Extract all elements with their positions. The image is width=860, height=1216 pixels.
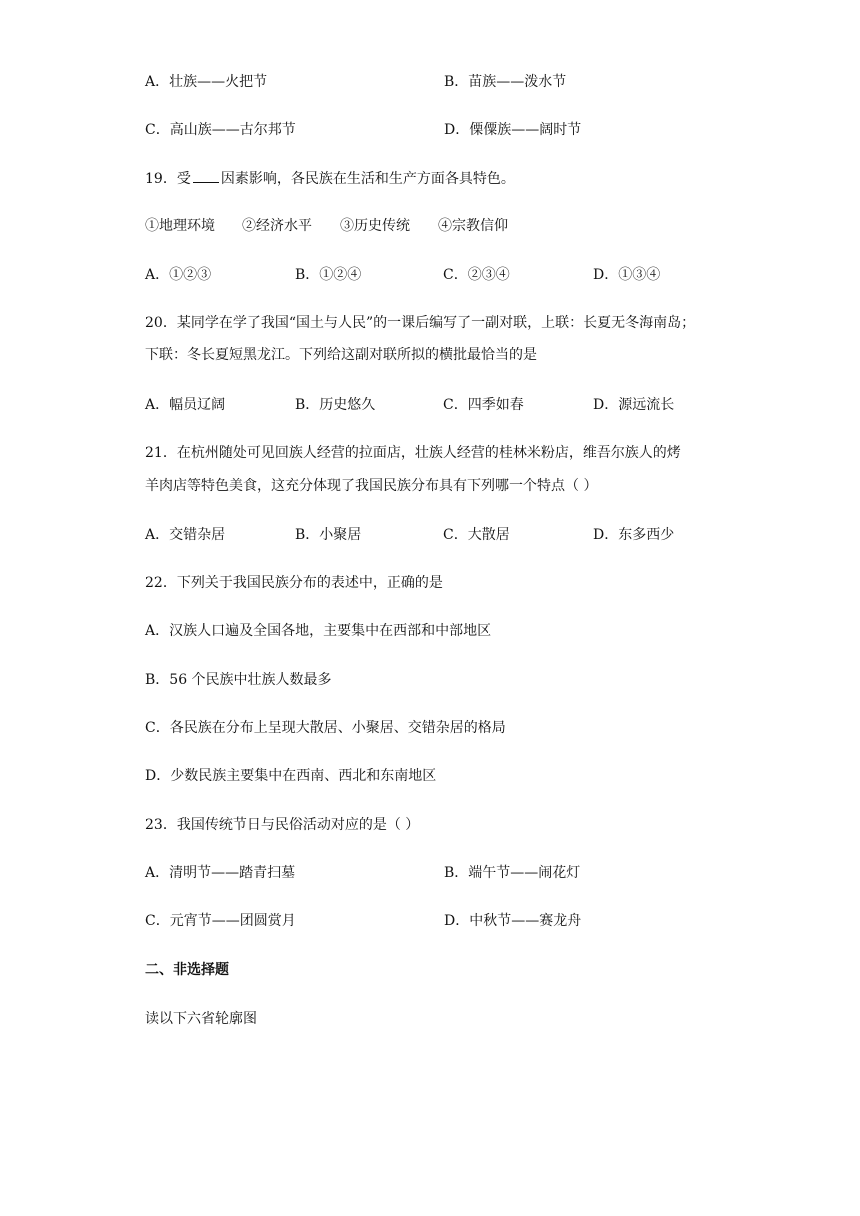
q19-item-2: ②经济水平 xyxy=(242,218,312,234)
q19-item-3: ③历史传统 xyxy=(340,218,410,234)
q20-option-b: B．历史悠久 xyxy=(295,397,376,413)
q19-stem xyxy=(145,168,515,189)
q22-option-a: A．汉族人口遍及全国各地，主要集中在西部和中部地区 xyxy=(145,623,492,639)
q22-option-d: D．少数民族主要集中在西南、西北和东南地区 xyxy=(145,768,437,784)
q19-item-4: ④宗教信仰 xyxy=(438,218,508,234)
q19-blank xyxy=(193,168,219,183)
q18-option-b: B．苗族——泼水节 xyxy=(444,74,567,90)
q21-stem-line2: 羊肉店等特色美食，这充分体现了我国民族分布具有下列哪一个特点（ ） xyxy=(145,478,598,494)
q21-option-a: A．交错杂居 xyxy=(145,527,226,543)
q19-item-1: ①地理环境 xyxy=(145,218,215,234)
q19-option-a: A．①②③ xyxy=(145,267,212,283)
q19-option-b: B．①②④ xyxy=(295,267,362,283)
q23-stem: 23．我国传统节日与民俗活动对应的是（ ） xyxy=(145,817,420,833)
q20-stem-line2: 下联：冬长夏短黑龙江。下列给这副对联所拟的横批最恰当的是 xyxy=(145,347,537,363)
q21-option-b: B．小聚居 xyxy=(295,527,362,543)
q23-option-b: B．端午节——闹花灯 xyxy=(444,865,581,881)
section-intro: 读以下六省轮廓图 xyxy=(145,1011,257,1027)
q19-option-d: D．①③④ xyxy=(593,267,661,283)
q19-option-c: C．②③④ xyxy=(443,267,510,283)
section-heading: 二、非选择题 xyxy=(145,962,229,978)
q20-option-c: C．四季如春 xyxy=(443,397,524,413)
q22-option-c: C．各民族在分布上呈现大散居、小聚居、交错杂居的格局 xyxy=(145,720,506,736)
q22-stem: 22．下列关于我国民族分布的表述中，正确的是 xyxy=(145,575,443,591)
q18-option-d: D．傈僳族——阔时节 xyxy=(444,122,582,138)
q20-option-a: A．幅员辽阔 xyxy=(145,397,226,413)
q23-option-c: C．元宵节——团圆赏月 xyxy=(145,913,296,929)
q22-option-b: B．56 个民族中壮族人数最多 xyxy=(145,672,332,688)
q20-stem-line1: 20．某同学在学了我国“国土与人民”的一课后编写了一副对联，上联：长夏无冬海南岛； xyxy=(145,315,696,331)
q18-option-c: C．高山族——古尔邦节 xyxy=(145,122,296,138)
q20-option-d: D．源远流长 xyxy=(593,397,675,413)
q21-option-c: C．大散居 xyxy=(443,527,510,543)
q23-option-a: A．清明节——踏青扫墓 xyxy=(145,865,296,881)
q21-option-d: D．东多西少 xyxy=(593,527,675,543)
q23-option-d: D．中秋节——赛龙舟 xyxy=(444,913,582,929)
q19-stem-before: 19．受 xyxy=(145,171,191,187)
q21-stem-line1: 21．在杭州随处可见回族人经营的拉面店，壮族人经营的桂林米粉店，维吾尔族人的烤 xyxy=(145,445,681,461)
q19-stem-after: 因素影响，各民族在生活和生产方面各具特色。 xyxy=(220,171,515,187)
q18-option-a: A．壮族——火把节 xyxy=(145,74,268,90)
